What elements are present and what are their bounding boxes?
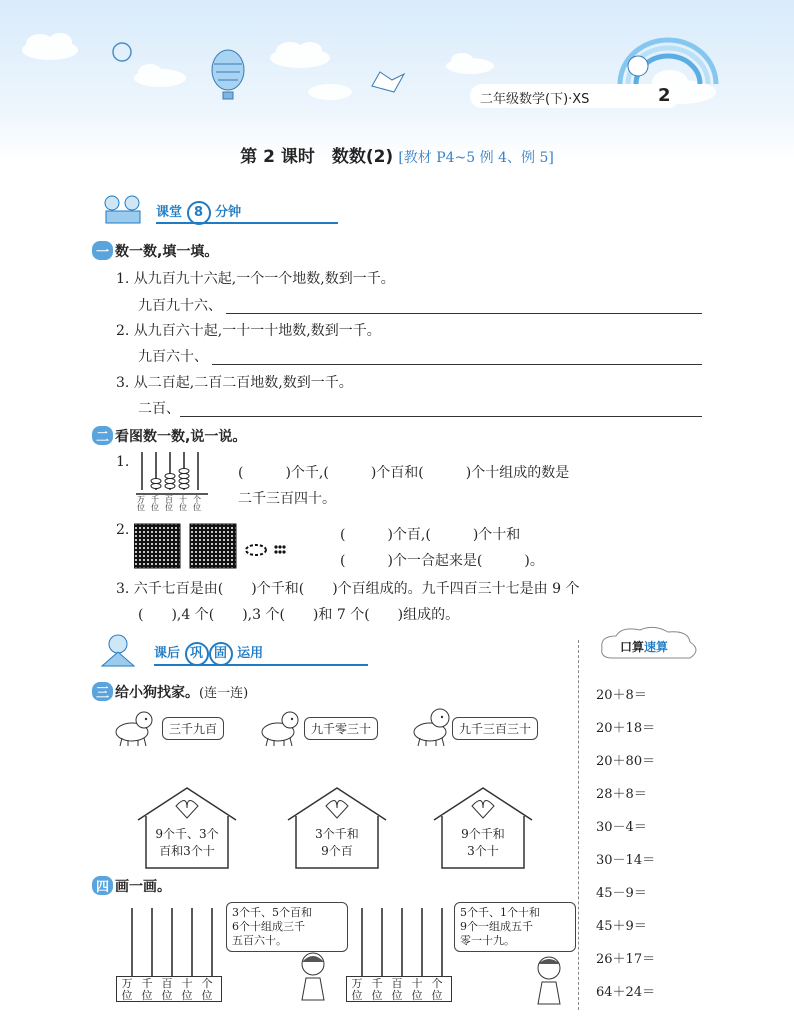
item-2-3-line2: ( ),4 个( ),3 个( )和 7 个( )组成的。 [138,607,460,623]
house-2-line2: 9个百 [321,844,353,858]
place-label: 万位 [121,977,133,1002]
abacus-place: 十位 [179,495,187,512]
item-2-2-line1: ( )个百,( )个十和 [340,527,521,543]
class-banner [98,193,338,227]
section2-title: 看图数一数,说一说。 [115,429,247,445]
banner-right-text: 分钟 [215,205,242,220]
mental-math-title-a: 口算 [620,640,645,654]
girl-icon [296,950,330,1002]
house-1[interactable] [136,786,238,870]
answer-line-1-3[interactable] [180,415,702,417]
dog-label-3[interactable]: 九千三百三十 [452,717,538,740]
after-class-banner [94,632,368,668]
abacus-place: 百位 [165,495,173,512]
abacus-place: 万位 [137,495,145,512]
section1-heading [92,241,218,261]
mental-item: 20＋8＝ [596,688,647,703]
question-1-3: 3. 从二百起,二百二百地数,数到一千。 [116,375,353,391]
answer-line-1-2[interactable] [212,363,702,365]
mental-item: 30－14＝ [596,853,656,868]
mental-item: 20＋18＝ [596,721,656,736]
children-reading-icon [98,193,150,227]
mental-item: 26＋17＝ [596,952,656,967]
section3-title: 给小狗找家。 [115,685,200,701]
question-1-1: 1. 从九百九十六起,一个一个地数,数到一千。 [116,271,395,287]
banner-badge-2: 固 [209,642,233,666]
bubble-2-line: 零一十九。 [460,934,515,947]
section4-number: 四 [92,876,113,895]
answer-1-2-start: 九百六十、 [138,349,208,365]
place-label: 千位 [141,977,153,1002]
answer-line-1-1[interactable] [226,312,702,314]
house-3-line2: 3个十 [467,844,499,858]
bubble-1-line: 五百六十。 [232,934,287,947]
banner-badge-1: 巩 [185,642,209,666]
header-background [0,0,794,160]
section1-title: 数一数,填一填。 [115,244,219,260]
section1-number: 一 [92,241,113,260]
place-label: 个位 [431,977,443,1002]
blank-abacus-2[interactable] [342,904,452,1004]
dog-label-2[interactable]: 九千零三十 [304,717,378,740]
section4-heading [92,876,171,896]
dog-label-1[interactable]: 三千九百 [162,717,224,740]
house-1-line2: 百和3个十 [159,844,215,858]
book-title: 二年级数学(下)·XS [480,92,590,107]
abacus-place: 千位 [151,495,159,512]
mental-math-title-b: 速算 [644,640,669,654]
sky-illustration [0,0,794,160]
banner-after-right: 运用 [237,646,264,661]
house-3-line1: 9个千和 [461,827,505,841]
dog-icon [108,708,156,748]
house-2-line1: 3个千和 [315,827,359,841]
book-label [470,84,680,108]
answer-1-3-start: 二百、 [138,401,180,417]
section3-heading [92,682,248,702]
place-label: 万位 [351,977,363,1002]
item-2-2-number: 2. [116,522,130,538]
item-2-1-line2: 二千三百四十。 [238,491,336,507]
place-label: 百位 [161,977,173,1002]
textbook-reference: [教材 P4~5 例 4、例 5] [398,150,554,166]
section3-hint: (连一连) [199,686,249,701]
bubble-2-line: 5个千、1个十和 [460,906,540,919]
mental-item: 30－4＝ [596,820,647,835]
mental-item: 45＋9＝ [596,919,647,934]
mental-item: 20＋80＝ [596,754,656,769]
star-kite-icon [372,72,404,92]
section4-title: 画一画。 [115,879,172,895]
abacus-place: 个位 [193,495,201,512]
girl-reading-icon [94,632,144,668]
house-2[interactable] [286,786,388,870]
section2-number: 二 [92,426,113,445]
mental-item: 64＋24＝ [596,985,656,1000]
side-divider [578,640,580,1010]
place-label: 十位 [411,977,423,1002]
abacus-figure [134,450,214,512]
child-with-telescope-icon [628,56,648,76]
dog-icon [254,708,302,748]
place-label: 十位 [181,977,193,1002]
question-1-2: 2. 从九百六十起,一十一十地数,数到一千。 [116,323,381,339]
blank-abacus-1[interactable] [112,904,222,1004]
abacus-place-labels [134,496,210,512]
dog-icon [406,706,454,748]
mental-item: 45－9＝ [596,886,647,901]
item-2-3-line1: 3. 六千七百是由( )个千和( )个百组成的。九千四百三十七是由 9 个 [116,581,580,597]
place-label: 百位 [391,977,403,1002]
speech-bubble-2 [454,902,576,952]
bubble-1-line: 6个十组成三千 [232,920,305,933]
hundred-blocks-figure [134,522,294,570]
house-3[interactable] [432,786,534,870]
mental-math-cloud [598,624,702,664]
item-2-1-line1: ( )个千,( )个百和( )个十组成的数是 [238,465,570,481]
bubble-2-line: 9个一组成五千 [460,920,533,933]
hot-air-balloon-icon [212,50,244,99]
boy-icon [532,954,566,1006]
lesson-heading [0,142,794,167]
page-number: 2 [658,85,671,106]
minutes-badge: 8 [187,201,211,225]
sun-icon [113,43,131,61]
section3-number: 三 [92,682,113,701]
house-1-line1: 9个千、3个 [155,827,219,841]
answer-1-1-start: 九百九十六、 [138,298,222,314]
place-label: 千位 [371,977,383,1002]
bubble-1-line: 3个千、5个百和 [232,906,312,919]
place-value-labels-1 [116,976,222,1002]
banner-after-left: 课后 [154,646,181,661]
banner-underline [156,222,338,224]
place-value-labels-2 [346,976,452,1002]
item-2-2-line2: ( )个一合起来是( )。 [340,553,544,569]
banner-left-text: 课堂 [156,205,183,220]
section2-heading [92,426,246,446]
mental-item: 28＋8＝ [596,787,647,802]
lesson-title: 第 2 课时 数数(2) [240,147,394,167]
speech-bubble-1 [226,902,348,952]
place-label: 个位 [201,977,213,1002]
item-2-1-number: 1. [116,454,130,470]
banner-after-underline [154,664,368,666]
